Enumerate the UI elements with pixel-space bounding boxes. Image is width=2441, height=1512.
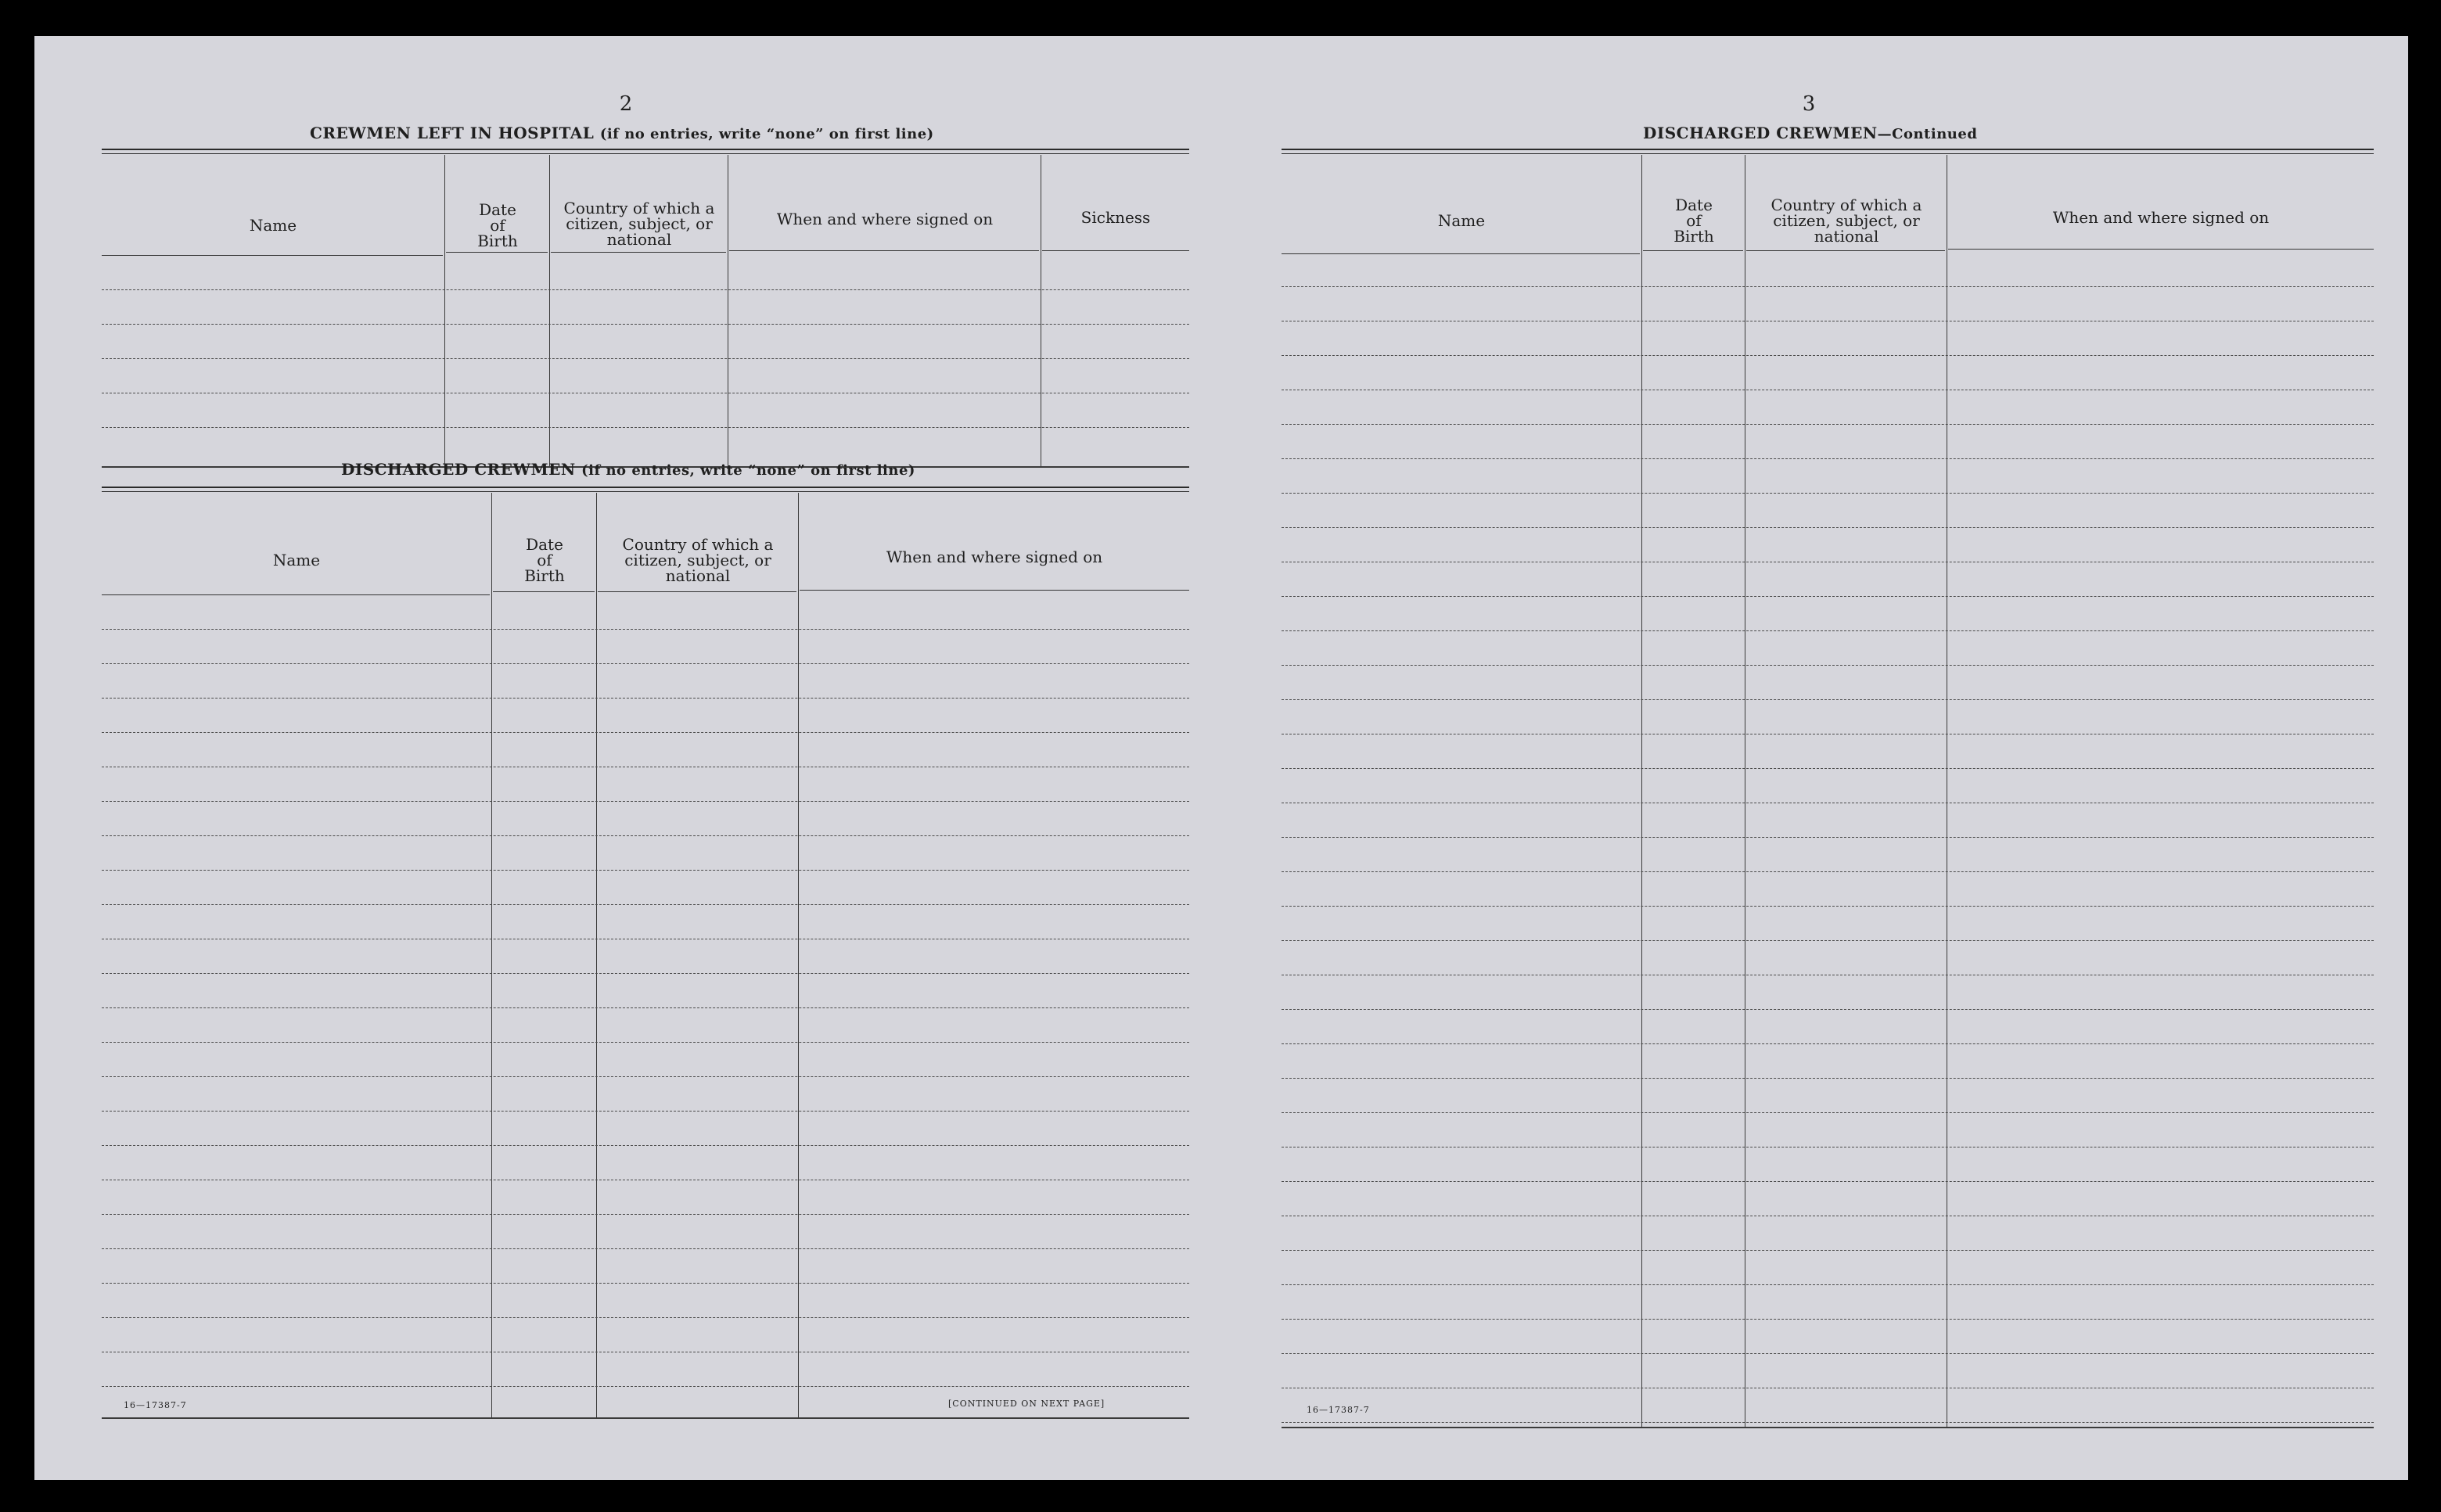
- entry-row-line: [102, 1145, 1189, 1146]
- entry-row-line: [1282, 424, 2374, 425]
- header-underline: [493, 591, 595, 592]
- column-divider: [596, 493, 597, 1417]
- header-underline: [598, 591, 796, 592]
- entry-row-line: [102, 289, 1189, 290]
- hospital-title-text: CREWMEN LEFT IN HOSPITAL: [310, 124, 595, 142]
- discharged-title-note: (if no entries, write “none” on first line): [581, 462, 915, 479]
- discharged-continued-title-text: DISCHARGED CREWMEN: [1643, 124, 1878, 142]
- entry-row-line: [1282, 768, 2374, 769]
- column-header-date-of-birth: Date of Birth: [1673, 196, 1714, 246]
- column-header-when-where-signed: When and where signed on: [776, 210, 994, 228]
- discharged-continued-note: —Continued: [1877, 126, 1978, 142]
- entry-row-line: [1282, 493, 2374, 494]
- entry-row-line: [102, 663, 1189, 664]
- entry-row-line: [102, 1076, 1189, 1077]
- entry-row-line: [102, 1042, 1189, 1043]
- discharged-continued-table: [1282, 149, 2374, 1431]
- header-underline: [102, 255, 443, 256]
- column-header-country: Country of which a citizen, subject, or national: [1771, 196, 1922, 246]
- column-header-name: Name: [1437, 211, 1486, 230]
- entry-row-line: [1282, 1250, 2374, 1251]
- entry-row-line: [1282, 1422, 2374, 1423]
- hospital-section-title: [310, 124, 934, 142]
- column-divider: [549, 155, 550, 466]
- header-underline: [1643, 250, 1743, 251]
- entry-row-line: [102, 1214, 1189, 1215]
- entry-row-line: [102, 427, 1189, 428]
- form-number-right: 16—17387-7: [1307, 1405, 1370, 1415]
- entry-row-line: [102, 801, 1189, 802]
- entry-row-line: [1282, 1112, 2374, 1113]
- entry-row-line: [102, 1283, 1189, 1284]
- entry-row-line: [1282, 355, 2374, 356]
- header-underline: [1042, 250, 1189, 251]
- header-underline: [800, 590, 1189, 591]
- header-underline: [551, 252, 726, 253]
- column-divider: [798, 493, 799, 1417]
- column-header-sickness: Sickness: [1080, 208, 1151, 227]
- entry-row-line: [1282, 1353, 2374, 1354]
- entry-row-line: [1282, 1319, 2374, 1320]
- hospital-title-note: (if no entries, write “none” on first line): [599, 126, 934, 142]
- entry-row-line: [102, 904, 1189, 905]
- hospital-table: [102, 149, 1189, 471]
- entry-row-line: [1282, 665, 2374, 666]
- discharged-section-title: [341, 460, 915, 479]
- entry-row-line: [1282, 286, 2374, 287]
- header-underline: [102, 594, 490, 595]
- table-rule-top-thin: [102, 491, 1189, 492]
- entry-row-line: [102, 324, 1189, 325]
- entry-row-line: [102, 358, 1189, 359]
- entry-row-line: [102, 1007, 1189, 1008]
- entry-row-line: [102, 732, 1189, 733]
- page-number-left: 2: [619, 92, 633, 116]
- header-underline: [729, 250, 1039, 251]
- column-header-name: Name: [249, 216, 297, 235]
- column-header-when-where-signed: When and where signed on: [2052, 208, 2270, 227]
- entry-row-line: [1282, 699, 2374, 700]
- form-number-left: 16—17387-7: [124, 1400, 187, 1410]
- column-divider: [1641, 155, 1642, 1427]
- header-underline: [446, 252, 548, 253]
- column-header-country: Country of which a citizen, subject, or national: [563, 199, 715, 249]
- entry-row-line: [1282, 1043, 2374, 1044]
- entry-row-line: [1282, 1009, 2374, 1010]
- entry-row-line: [102, 629, 1189, 630]
- entry-row-line: [1282, 458, 2374, 459]
- entry-row-line: [1282, 906, 2374, 907]
- entry-row-line: [102, 973, 1189, 974]
- table-rule-top-thin: [102, 153, 1189, 154]
- entry-row-line: [1282, 871, 2374, 872]
- entry-row-line: [1282, 837, 2374, 838]
- entry-row-line: [102, 1386, 1189, 1387]
- column-header-country: Country of which a citizen, subject, or national: [622, 535, 774, 585]
- column-divider: [444, 155, 445, 466]
- document-scan: [34, 36, 2408, 1480]
- entry-row-line: [1282, 940, 2374, 941]
- entry-row-line: [1282, 630, 2374, 631]
- entry-row-line: [1282, 596, 2374, 597]
- column-header-date-of-birth: Date of Birth: [477, 200, 518, 250]
- entry-row-line: [1282, 527, 2374, 528]
- table-rule-top: [1282, 149, 2374, 150]
- entry-row-line: [102, 870, 1189, 871]
- entry-row-line: [1282, 1181, 2374, 1182]
- column-header-when-where-signed: When and where signed on: [886, 548, 1103, 566]
- entry-row-line: [1282, 1078, 2374, 1079]
- header-underline: [1948, 249, 2374, 250]
- entry-row-line: [102, 835, 1189, 836]
- entry-row-line: [1282, 1284, 2374, 1285]
- entry-row-line: [102, 1317, 1189, 1318]
- column-header-name: Name: [272, 551, 321, 569]
- discharged-table: [102, 487, 1189, 1422]
- table-rule-bottom: [1282, 1427, 2374, 1428]
- discharged-title-text: DISCHARGED CREWMEN: [341, 460, 576, 479]
- column-header-date-of-birth: Date of Birth: [524, 535, 565, 585]
- entry-row-line: [102, 1248, 1189, 1249]
- entry-row-line: [102, 698, 1189, 699]
- page-number-right: 3: [1802, 92, 1816, 116]
- entry-row-line: [102, 1111, 1189, 1112]
- table-rule-top-thin: [1282, 153, 2374, 154]
- discharged-continued-section-title: [1643, 124, 1977, 142]
- header-underline: [1746, 250, 1945, 251]
- table-rule-top: [102, 487, 1189, 488]
- table-rule-top: [102, 149, 1189, 150]
- continued-note: [CONTINUED ON NEXT PAGE]: [948, 1399, 1105, 1409]
- header-underline: [1282, 253, 1640, 254]
- column-divider: [491, 493, 492, 1417]
- table-rule-bottom: [102, 1417, 1189, 1419]
